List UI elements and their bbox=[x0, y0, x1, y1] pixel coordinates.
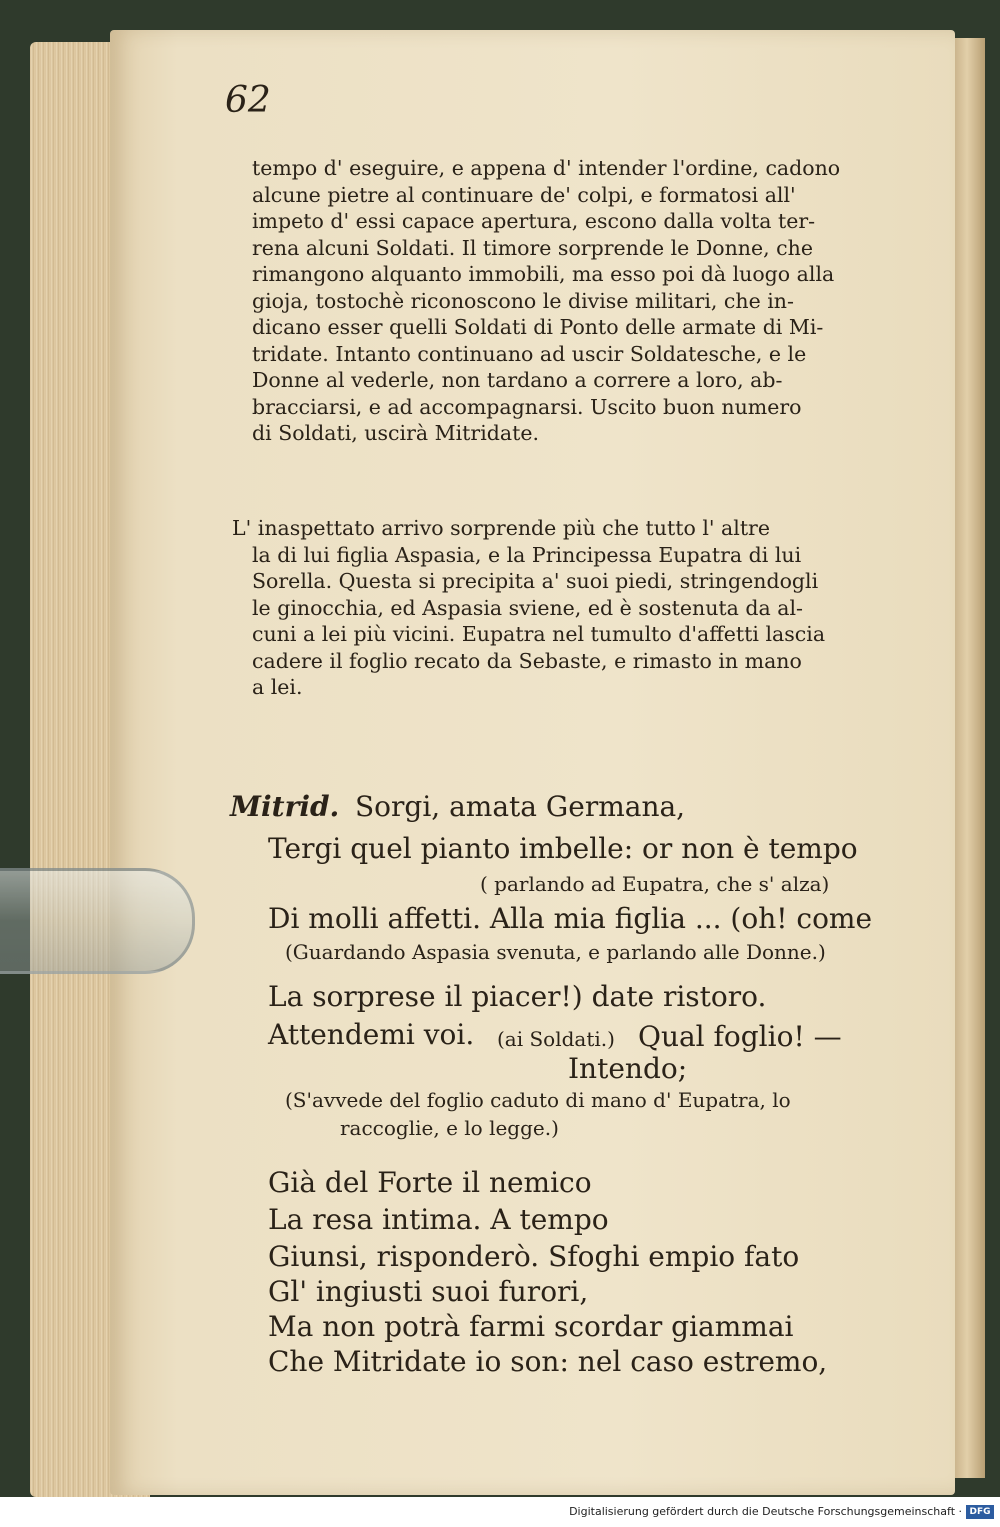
text-line: alcune pietre al continuare de' colpi, e formatosi all' bbox=[252, 182, 796, 207]
stage-direction: (S'avvede del foglio caduto di mano d' Eupatra, lo bbox=[285, 1088, 791, 1112]
text-line: rena alcuni Soldati. Il timore sorprende le Donne, che bbox=[252, 235, 813, 260]
dfg-logo: DFG bbox=[966, 1505, 994, 1519]
binding-right bbox=[955, 38, 985, 1478]
text-line: bracciarsi, e ad accompagnarsi. Uscito buon numero bbox=[252, 394, 802, 419]
text-line: cuni a lei più vicini. Eupatra nel tumulto d'affetti lascia bbox=[252, 622, 826, 646]
speaker-name: Mitrid. bbox=[230, 790, 340, 823]
verse-line: Già del Forte il nemico bbox=[268, 1166, 592, 1199]
verse-line: Qual foglio! — bbox=[638, 1020, 842, 1053]
verse-line: Attendemi voi. bbox=[268, 1018, 475, 1051]
stage-direction-paragraph-1 bbox=[252, 155, 894, 447]
text-line: la di lui figlia Aspasia, e la Principessa Eupatra di lui bbox=[252, 542, 802, 567]
page-number: 62 bbox=[225, 80, 271, 121]
verse-line: Di molli affetti. Alla mia figlia ... (oh! come bbox=[268, 902, 873, 935]
text-line: tempo d' eseguire, e appena d' intender l'ordine, cadono bbox=[252, 156, 841, 180]
verse-line: Gl' ingiusti suoi furori, bbox=[268, 1275, 589, 1308]
stage-direction-paragraph-2 bbox=[232, 515, 894, 701]
verse-line: Tergi quel pianto imbelle: or non è tempo bbox=[268, 832, 858, 865]
text-line: tridate. Intanto continuano ad uscir Soldatesche, e le bbox=[252, 341, 807, 366]
stage-direction: (ai Soldati.) bbox=[497, 1027, 615, 1051]
stage-direction: ( parlando ad Eupatra, che s' alza) bbox=[480, 872, 830, 896]
text-line: le ginocchia, ed Aspasia sviene, ed è sostenuta da al- bbox=[252, 595, 803, 620]
verse-line: Ma non potrà farmi scordar giammai bbox=[268, 1310, 794, 1343]
verse-line: Che Mitridate io son: nel caso estremo, bbox=[268, 1345, 828, 1378]
text-line: gioja, tostochè riconoscono le divise militari, che in- bbox=[252, 288, 794, 313]
stage-direction: (Guardando Aspasia svenuta, e parlando alle Donne.) bbox=[285, 940, 826, 964]
verse-line: La resa intima. A tempo bbox=[268, 1203, 609, 1236]
text-line: dicano esser quelli Soldati di Ponto delle armate di Mi- bbox=[252, 315, 824, 339]
stage-direction: raccoglie, e lo legge.) bbox=[340, 1116, 559, 1140]
text-line: Donne al vederle, non tardano a correre a loro, ab- bbox=[252, 368, 783, 392]
text-line: cadere il foglio recato da Sebaste, e rimasto in mano bbox=[252, 648, 802, 673]
verse-line: Giunsi, risponderò. Sfoghi empio fato bbox=[268, 1240, 800, 1273]
text-line: rimangono alquanto immobili, ma esso poi dà luogo alla bbox=[252, 262, 835, 286]
verse-line: La sorprese il piacer!) date ristoro. bbox=[268, 980, 767, 1013]
text-line: impeto d' essi capace apertura, escono dalla volta ter- bbox=[252, 209, 816, 233]
text-line: di Soldati, uscirà Mitridate. bbox=[252, 421, 539, 445]
text-line: a lei. bbox=[252, 675, 303, 699]
text-line: Sorella. Questa si precipita a' suoi piedi, stringendogli bbox=[252, 569, 819, 593]
verse-line: Intendo; bbox=[568, 1052, 688, 1085]
funding-credit: Digitalisierung gefördert durch die Deutsche Forschungsgemeinschaft · bbox=[569, 1505, 962, 1518]
glass-page-holder bbox=[0, 868, 195, 974]
verse-line: Sorgi, amata Germana, bbox=[355, 790, 686, 823]
text-line: L' inaspettato arrivo sorprende più che tutto l' altre bbox=[232, 516, 770, 540]
